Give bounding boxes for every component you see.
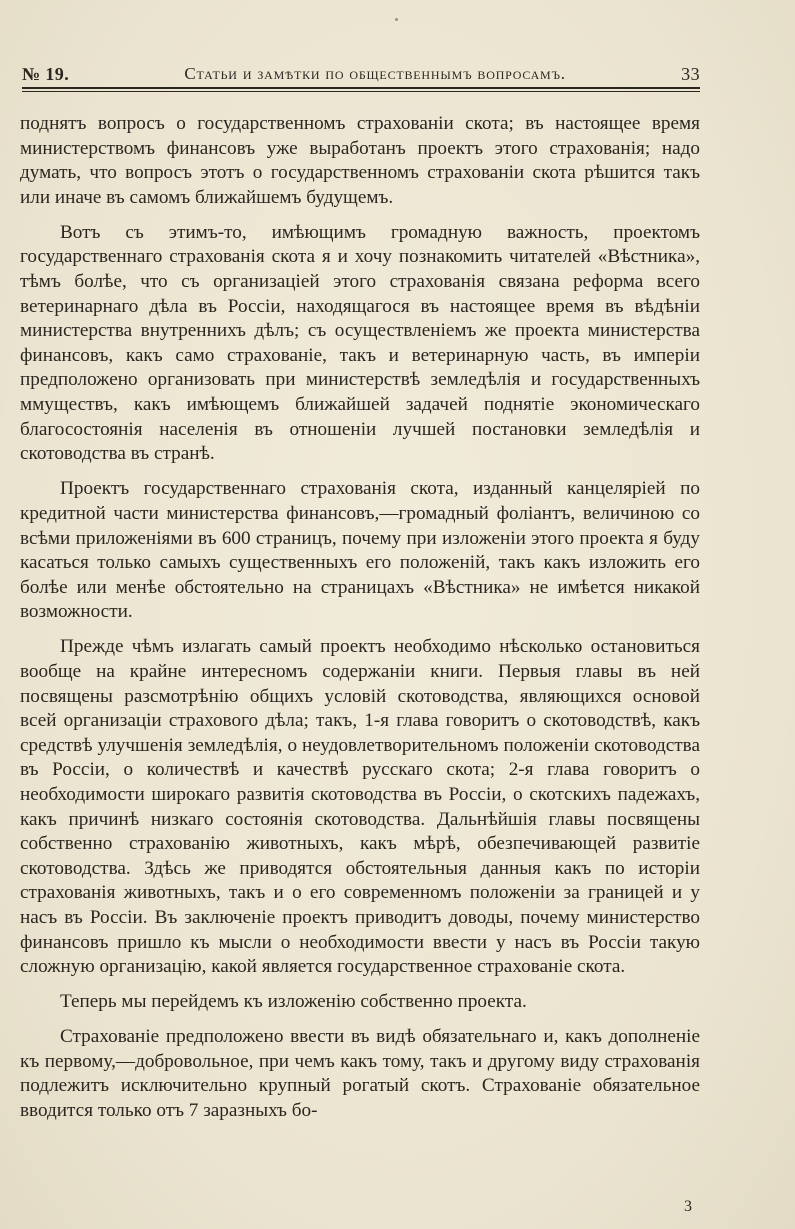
paragraph-2: Вотъ съ этимъ-то, имѣющимъ громадную важность, проектомъ государственнаго страхованія скота я и хочу познакомить читателей «Вѣстника», тѣмъ болѣе, что съ организаціей этого страхованія связана реформа всего ветеринарнаго дѣла въ Россіи, находящагося въ настоящее время въ вѣдѣніи министерства внутреннихъ дѣлъ; съ осуществленіемъ же проекта министерства финансовъ, какъ само страхованіе, такъ и ветеринарную часть, въ имперіи предположено организовать при министерствѣ земледѣлія и государственныхъ ммуществъ, какъ имѣющемъ ближайшей задачей поднятіе экономическаго благосостоянія населенія въ отношеніи лучшей постановки земледѣлія и скотоводства въ странѣ. <box>20 221 700 465</box>
page-number: 33 <box>681 63 700 84</box>
paragraph-1: поднятъ вопросъ о государственномъ страхованіи скота; въ настоящее время министерствомъ финансовъ уже выработанъ проектъ этого страхованія; надо думать, что вопросъ этотъ о государственномъ страхованіи скота рѣшится такъ или иначе въ самомъ ближайшемъ будущемъ. <box>20 113 700 208</box>
section-title: Статьи и замѣтки по общественнымъ вопросамъ. <box>184 64 566 83</box>
paper-speck <box>395 18 398 21</box>
paragraph-6: Страхованіе предположено ввести въ видѣ обязательнаго и, какъ дополненіе къ первому,—добровольное, при чемъ какъ тому, такъ и другому виду страхованія подлежитъ исключительно крупный рогатый скотъ. Страхованіе обязательное вводится только отъ 7 заразныхъ бо- <box>20 1026 700 1122</box>
paragraph-5: Теперь мы перейдемъ къ изложенію собственно проекта. <box>60 991 527 1013</box>
running-header <box>22 62 700 86</box>
header-rule-thick <box>22 87 700 89</box>
paragraph-4: Прежде чѣмъ излагать самый проектъ необходимо нѣсколько остановиться вообще на крайне интересномъ содержаніи книги. Первыя главы въ ней посвящены разсмотрѣнію общихъ условій скотоводства, являющихся основой всей организаціи страхового дѣла; такъ, 1-я глава говоритъ о скотоводствѣ, какъ средствѣ улучшенія земледѣлія, о неудовлетворительномъ положеніи скотоводства въ Россіи, о количествѣ и качествѣ русскаго скота; 2-я глава говоритъ о необходимости широкаго развитія скотоводства въ Россіи, о скотскихъ падежахъ, какъ причинѣ низкаго состоянія скотоводства. Дальнѣйшія главы посвящены собственно страхованію животныхъ, какъ мѣрѣ, обезпечивающей развитіе скотоводства. Здѣсь же приводятся обстоятельныя данныя какъ по исторіи страхованія животныхъ, такъ и о его современномъ положеніи за границей и у насъ въ Россіи. Въ заключеніе проектъ приводитъ доводы, почему министерство финансовъ пришло къ мысли о необходимости ввести у насъ въ Россіи такую сложную организацію, какой является государственное страхованіе скота. <box>20 636 700 978</box>
header-rule-thin <box>22 91 700 92</box>
signature-mark: 3 <box>684 1198 692 1215</box>
issue-number: № 19. <box>22 63 70 84</box>
body-text <box>20 112 700 1134</box>
paragraph-3: Проектъ государственнаго страхованія скота, изданный канцеляріей по кредитной части министерства финансовъ,—громадный фоліантъ, величиною со всѣми приложеніями въ 600 страницъ, почему при изложеніи этого проекта я буду касаться только самыхъ существенныхъ его положеній, такъ какъ изложить его болѣе или менѣе обстоятельно на страницахъ «Вѣстника» не имѣется никакой возможности. <box>20 478 700 623</box>
